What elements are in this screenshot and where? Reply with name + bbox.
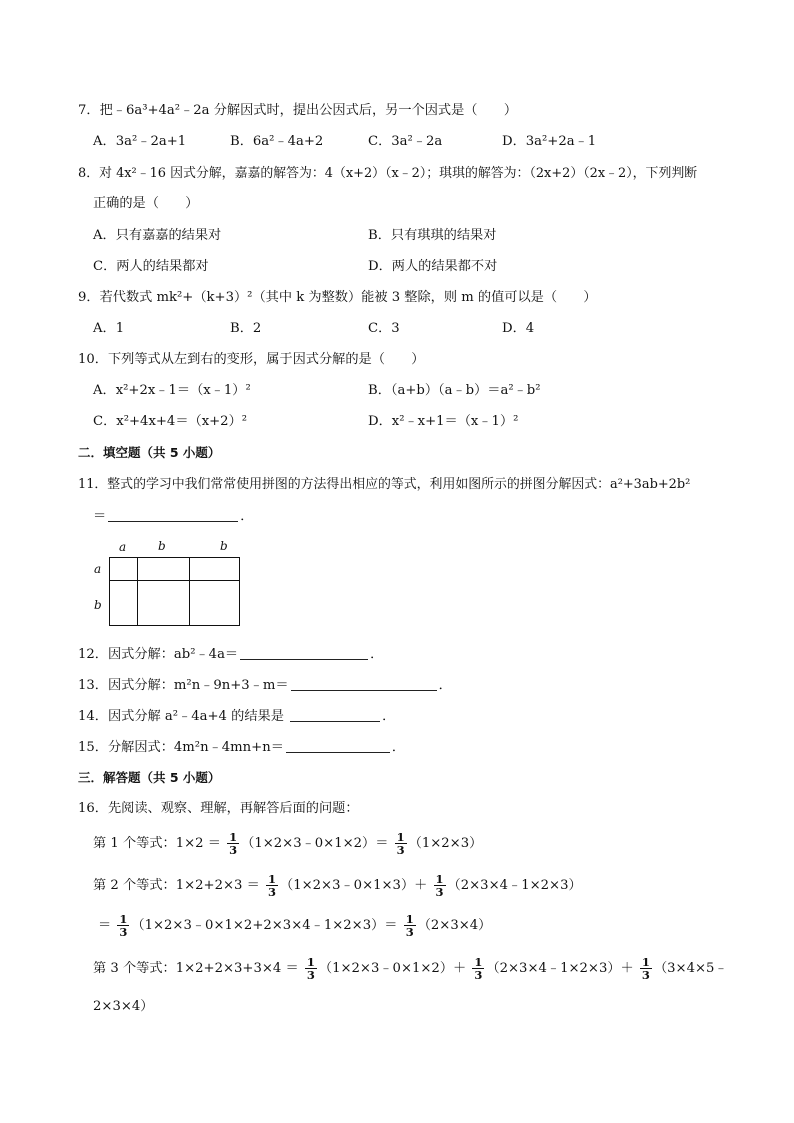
q12-stem: 12．因式分解：ab²﹣4a＝	[78, 647, 239, 662]
q13-blank[interactable]	[291, 677, 437, 691]
q7-option-a: A．3a²﹣2a+1	[93, 134, 187, 149]
q7-option-d: D．3a²+2a﹣1	[502, 134, 597, 149]
q11-stem: 11．整式的学习中我们常常使用拼图的方法得出相应的等式，利用如图所示的拼图分解因式：a²+3ab+2b²	[78, 477, 691, 492]
q13-line: 13．因式分解：m²n﹣9n+3﹣m＝ ．	[78, 678, 452, 693]
q16-eq3-p3: （3×4×5﹣	[653, 961, 728, 976]
grid-top-label-b1: b	[158, 539, 166, 553]
fraction-one-third: $\frac{1}{3}$	[435, 872, 444, 899]
q9-option-b: B．2	[230, 321, 262, 336]
q16-eq3-p1: （1×2×3﹣0×1×2）＋	[318, 961, 467, 976]
grid-side-label-b: b	[94, 598, 102, 612]
q16-eq2	[93, 872, 582, 900]
q8-stem: 8．对 4x²﹣16 因式分解，嘉嘉的解答为：4（x+2）（x﹣2）；琪琪的解答为：（2x+2）（2x﹣2），下列判断	[78, 166, 698, 181]
q14-line: 14．因式分解 a²﹣4a+4 的结果是 ．	[78, 709, 396, 724]
q8-option-c: C．两人的结果都对	[93, 259, 209, 274]
fraction-one-third: $\frac{1}{3}$	[641, 955, 650, 982]
q16-eq3-cont: 2×3×4）	[93, 999, 154, 1014]
q15-blank[interactable]	[286, 739, 390, 753]
q10-option-c: C．x²+4x+4＝（x+2）²	[93, 414, 248, 429]
q8-option-b: B．只有琪琪的结果对	[368, 228, 497, 243]
grid-cell-a-b2	[189, 557, 240, 581]
grid-top-label-a: a	[119, 540, 127, 554]
fraction-one-third: $\frac{1}{3}$	[306, 955, 315, 982]
q7-stem: 7．把﹣6a³+4a²﹣2a 分解因式时，提出公因式后，另一个因式是（ ）	[78, 103, 518, 118]
q16-eq3-p2: （2×3×4﹣1×2×3）＋	[486, 961, 634, 976]
fraction-one-third: $\frac{1}{3}$	[405, 912, 414, 939]
q10-stem: 10．下列等式从左到右的变形，属于因式分解的是（ ）	[78, 352, 425, 367]
q16-eq2-cont	[98, 912, 491, 940]
q10-option-a: A．x²+2x﹣1＝（x﹣1）²	[93, 383, 251, 398]
section-solve-title: 三．解答题（共 5 小题）	[78, 770, 221, 785]
section-fill-in-title: 二．填空题（共 5 小题）	[78, 445, 221, 460]
q16-eq2-cont-rhs: （2×3×4）	[417, 918, 492, 933]
q14-stem: 14．因式分解 a²﹣4a+4 的结果是	[78, 709, 284, 724]
q11-blank[interactable]	[108, 508, 238, 522]
q11-equals: ＝	[93, 509, 107, 524]
q16-eq3	[93, 955, 728, 983]
q10-option-b: B．（a+b）（a﹣b）＝a²﹣b²	[368, 383, 541, 398]
q16-eq1	[93, 830, 482, 858]
fraction-one-third: $\frac{1}{3}$	[268, 872, 277, 899]
q16-eq2-mid: （1×2×3﹣0×1×3）＋	[280, 878, 428, 893]
grid-side-label-a: a	[94, 562, 102, 576]
q9-option-a: A．1	[93, 321, 125, 336]
q15-stem: 15．分解因式：4m²n﹣4mn+n＝	[78, 740, 284, 755]
q16-eq2-cont-eq: ＝	[98, 918, 112, 933]
q16-eq1-mid: （1×2×3﹣0×1×2）＝	[241, 836, 389, 851]
q9-option-c: C．3	[368, 321, 400, 336]
q16-eq2-cont-mid: （1×2×3﹣0×1×2+2×3×4﹣1×2×3）＝	[131, 918, 398, 933]
q16-eq2-lhs: 第 2 个等式：1×2+2×3 ＝	[93, 878, 260, 893]
q11-answer-line: ＝ ．	[93, 509, 254, 524]
fraction-one-third: $\frac{1}{3}$	[474, 955, 483, 982]
q8-stem-cont: 正确的是（ ）	[93, 196, 199, 211]
fraction-one-third: $\frac{1}{3}$	[229, 830, 238, 857]
q16-eq3-lhs: 第 3 个等式：1×2+2×3+3×4 ＝	[93, 961, 299, 976]
grid-cell-a-b1	[137, 557, 190, 581]
q16-eq1-lhs: 第 1 个等式：1×2 ＝	[93, 836, 221, 851]
fraction-one-third: $\frac{1}{3}$	[119, 912, 128, 939]
fraction-one-third: $\frac{1}{3}$	[396, 830, 405, 857]
q12-blank[interactable]	[240, 646, 368, 660]
q15-line: 15．分解因式：4m²n﹣4mn+n＝ ．	[78, 740, 406, 755]
grid-cell-b-b1	[137, 580, 190, 626]
grid-cell-b-b2	[189, 580, 240, 626]
q10-option-d: D．x²﹣x+1＝（x﹣1）²	[368, 414, 519, 429]
q16-intro: 16．先阅读、观察、理解，再解答后面的问题：	[78, 801, 359, 816]
grid-cell-b-a	[109, 580, 138, 626]
q13-stem: 13．因式分解：m²n﹣9n+3﹣m＝	[78, 678, 289, 693]
grid-top-label-b2: b	[220, 539, 228, 553]
q12-line: 12．因式分解：ab²﹣4a＝ ．	[78, 647, 384, 662]
q16-eq2-rhs: （2×3×4﹣1×2×3）	[447, 878, 582, 893]
q8-option-d: D．两人的结果都不对	[368, 259, 498, 274]
q8-option-a: A．只有嘉嘉的结果对	[93, 228, 222, 243]
q16-eq1-rhs: （1×2×3）	[408, 836, 483, 851]
q7-option-c: C．3a²﹣2a	[368, 134, 443, 149]
grid-cell-a-a	[109, 557, 138, 581]
q9-stem: 9．若代数式 mk²+（k+3）²（其中 k 为整数）能被 3 整除，则 m 的值可以是（ ）	[78, 290, 597, 305]
q9-option-d: D．4	[502, 321, 535, 336]
q7-option-b: B．6a²﹣4a+2	[230, 134, 324, 149]
q14-blank[interactable]	[290, 708, 380, 722]
